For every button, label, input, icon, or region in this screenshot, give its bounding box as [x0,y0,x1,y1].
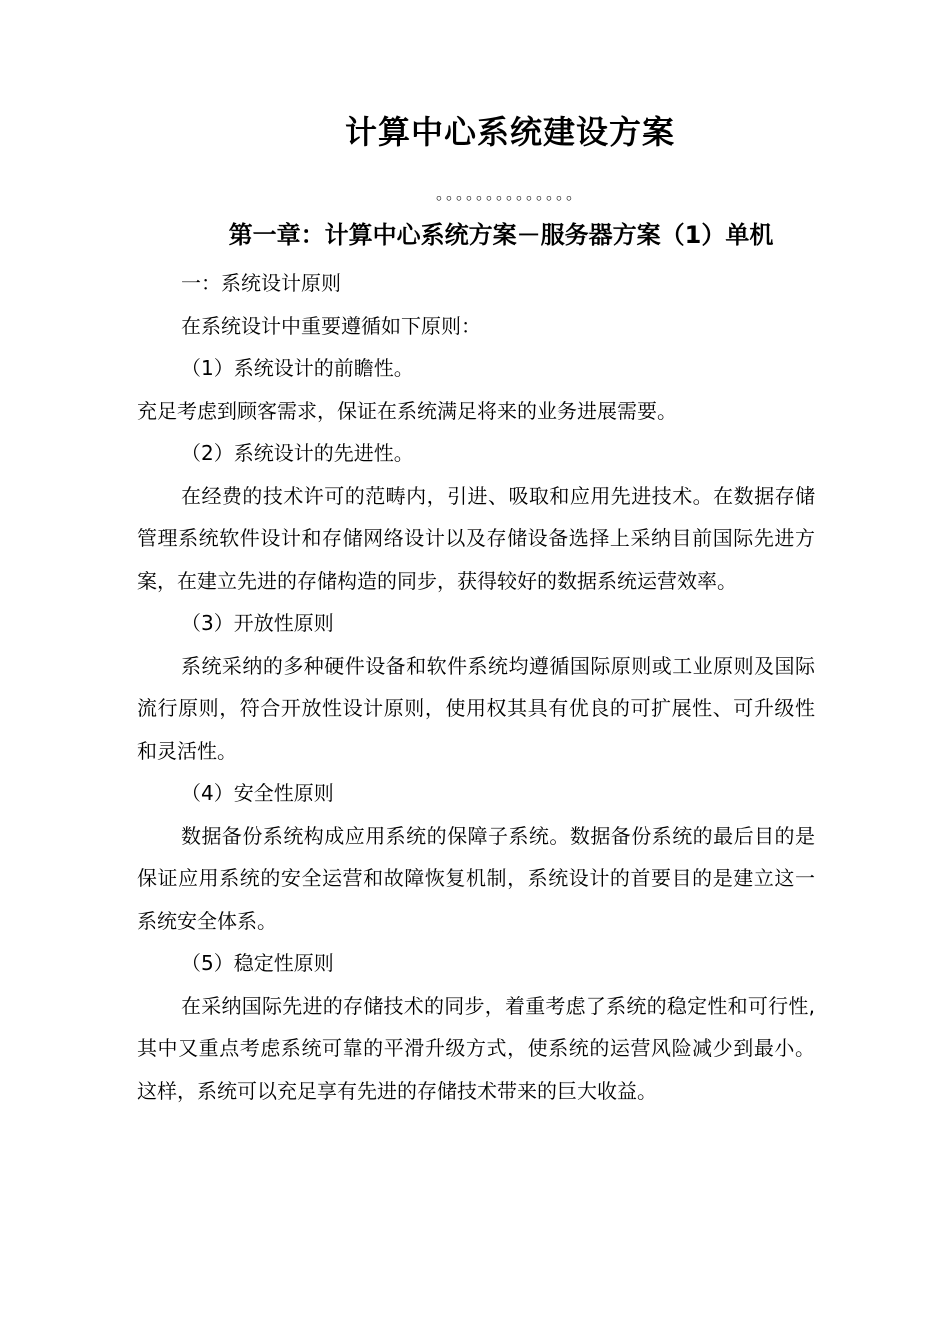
principle-text-5: 在采纳国际先进的存储技术的同步，着重考虑了系统的稳定性和可行性,其中又重点考虑系统可靠的平滑升级方式，使系统的运营风险减少到最小。这样，系统可以充足享有先进的存储技术带来的巨大收益。 [137,993,815,1103]
principle-heading-5: （5）稳定性原则 [181,951,334,975]
principle-heading-3: （3）开放性原则 [181,611,334,635]
principle-text-4: 数据备份系统构成应用系统的保障子系统。数据备份系统的最后目的是保证应用系统的安全运营和故障恢复机制，系统设计的首要目的是建立这一系统安全体系。 [137,823,815,933]
principle-heading-4: （4）安全性原则 [181,781,334,805]
intro-paragraph: 在系统设计中重要遵循如下原则： [181,313,481,338]
principle-text-3: 系统采纳的多种硬件设备和软件系统均遵循国际原则或工业原则及国际流行原则，符合开放性设计原则，使用权其具有优良的可扩展性、可升级性和灵活性。 [137,653,815,763]
decorative-dots: 。。。。。。。。。。。。。。 [435,184,584,203]
chapter-heading: 第一章：计算中心系统方案－服务器方案（1）单机 [228,221,774,249]
document-body [137,262,815,1112]
principle-heading-2: （2）系统设计的先进性。 [181,441,414,465]
document-title: 计算中心系统建设方案 [344,113,675,151]
principle-text-2: 在经费的技术许可的范畴内，引进、吸取和应用先进技术。在数据存储管理系统软件设计和存储网络设计以及存储设备选择上采纳目前国际先进方案，在建立先进的存储构造的同步，获得较好的数据系统运营效率。 [137,483,815,593]
principle-heading-1: （1）系统设计的前瞻性。 [181,356,414,380]
principle-text-1: 充足考虑到顾客需求，保证在系统满足将来的业务进展需要。 [137,398,677,423]
section-heading: 一：系统设计原则 [181,271,341,295]
